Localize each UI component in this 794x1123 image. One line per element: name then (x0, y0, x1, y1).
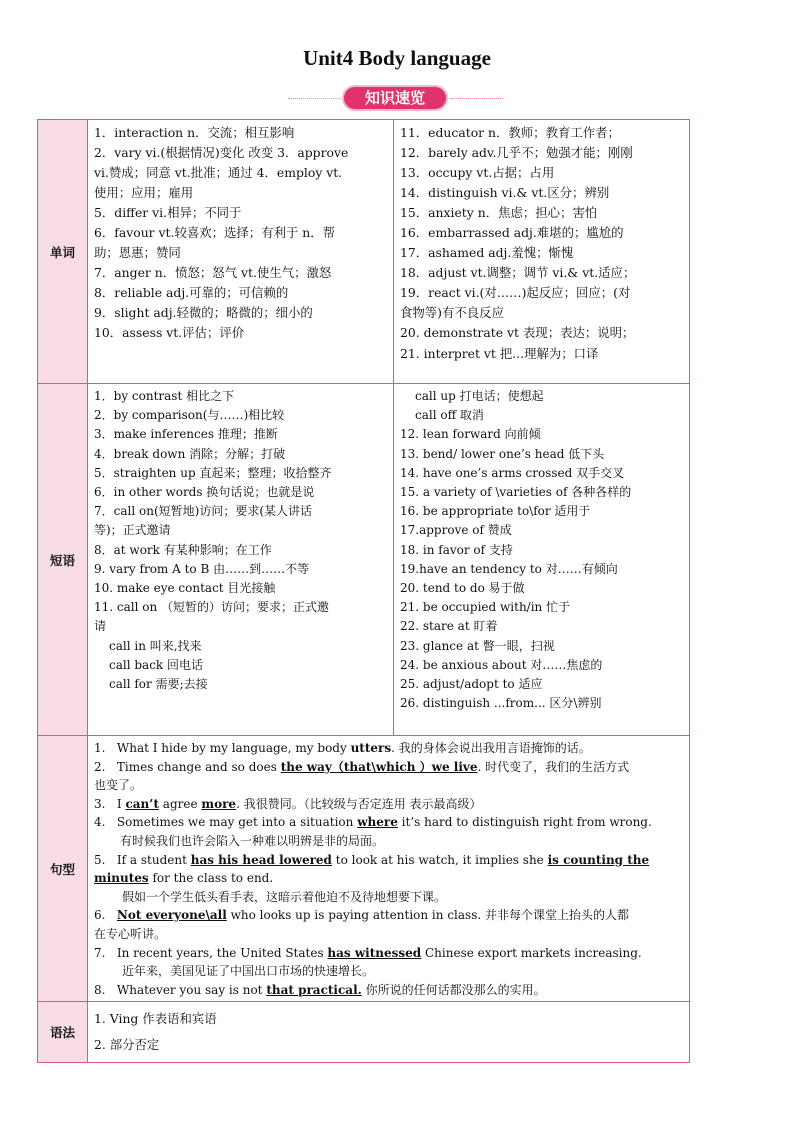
phrases-left-cell (88, 384, 394, 736)
phrase-item: 16. be appropriate to\for 适用于 (400, 504, 591, 519)
grammar-item: 2. 部分否定 (94, 1037, 160, 1053)
vocab-row (38, 120, 690, 384)
phrase-item: call back 回电话 (109, 657, 204, 672)
vocab-item: 21. interpret vt 把...理解为；口译 (400, 345, 599, 361)
key-phrase: has witnessed (327, 945, 422, 960)
vocab-heading: 单词 (38, 120, 88, 384)
vocab-item: 7．anger n．愤怒；怒气 vt.使生气；激怒 (94, 265, 332, 281)
vocab-item: 1．interaction n．交流；相互影响 (94, 125, 295, 140)
vocab-item: 14．distinguish vi.& vt.区分；辨别 (400, 185, 610, 201)
vocab-right-cell (394, 120, 690, 384)
banner-dotted-line-left (288, 98, 340, 99)
sentences-row (38, 736, 690, 1002)
section-banner (288, 84, 503, 114)
vocab-item: 19．react vi.(对……)起反应；回应；(对 (400, 285, 631, 301)
phrase-item: 11. call on （短暂的）访问；要求；正式邀 (94, 600, 330, 615)
phrase-item: 18. in favor of 支持 (400, 542, 513, 557)
phrase-item: 23. glance at 瞥一眼，扫视 (400, 638, 555, 653)
banner-label: 知识速览 (342, 85, 448, 111)
phrase-item: 等)；正式邀请 (94, 523, 171, 538)
vocab-item: 20. demonstrate vt 表现；表达；说明； (400, 325, 635, 341)
phrase-item: 13. bend/ lower one’s head 低下头 (400, 446, 605, 461)
phrase-item: 8．at work 有某种影响；在工作 (94, 542, 272, 557)
key-phrase: that practical. (266, 982, 362, 997)
phrase-item: 6．in other words 换句话说；也就是说 (94, 485, 315, 500)
phrases-row (38, 384, 690, 736)
vocab-item: 食物等)有不良反应 (400, 305, 504, 321)
sentences-cell (88, 736, 690, 1002)
phrases-right-cell (394, 384, 690, 736)
phrase-item: 17.approve of 赞成 (400, 523, 512, 538)
phrase-item: 25. adjust/adopt to 适应 (400, 677, 543, 692)
banner-dotted-line-right (451, 98, 503, 99)
vocab-item: 11．educator n．教师；教育工作者； (400, 125, 620, 140)
phrase-item: call for 需要;去接 (109, 677, 208, 692)
key-phrase: has his head lowered (190, 852, 332, 867)
key-phrase: Not everyone\all (116, 908, 227, 923)
phrase-item: 12. lean forward 向前倾 (400, 427, 541, 442)
vocab-item: 17．ashamed adj.羞愧；惭愧 (400, 245, 574, 261)
vocab-item: 9．slight adj.轻微的；略微的；细小的 (94, 305, 313, 321)
vocab-item: 2．vary vi.(根据情况)变化 改变 3．approve (94, 145, 349, 161)
phrase-item: 5．straighten up 直起来；整理；收拾整齐 (94, 465, 332, 480)
sentence-8: 8. Whatever you say is not that practical. 你所说的任何话都没那么的实用。 (94, 982, 546, 997)
phrase-item: 4．break down 消除；分解；打破 (94, 446, 286, 461)
phrase-item: 2．by comparison(与……)相比较 (94, 408, 285, 423)
vocab-item: 15．anxiety n．焦虑；担心；害怕 (400, 205, 598, 221)
vocab-item: 12．barely adv.几乎不；勉强才能；刚刚 (400, 145, 633, 161)
key-phrase: utters (350, 741, 392, 755)
vocab-left-cell (88, 120, 394, 384)
grammar-cell (88, 1002, 690, 1063)
sentence-1: 1. What I hide by my language, my body utters. 我的身体会说出我用言语掩饰的话。 (94, 741, 591, 755)
phrase-item: call up 打电话；使想起 (415, 389, 544, 403)
grammar-item: 1. Ving 作表语和宾语 (94, 1011, 217, 1027)
phrase-item: 1．by contrast 相比之下 (94, 389, 235, 403)
vocab-item: vi.赞成；同意 vt.批准；通过 4．employ vt. (94, 165, 343, 181)
sentence-7: 7. In recent years, the United States has witnessed Chinese export markets increasing. 近年来，美国见证了中国出口市场的快速增长。 (94, 945, 642, 979)
phrase-item: 请 (94, 619, 107, 634)
key-phrase: the way（that\which ）we live (280, 759, 478, 774)
phrase-item: call off 取消 (415, 408, 484, 423)
sentence-6: 6. Not everyone\all who looks up is paying attention in class. 并非每个课堂上抬头的人都 在专心听讲。 (94, 908, 629, 941)
phrase-item: 24. be anxious about 对……焦虑的 (400, 657, 603, 672)
sentence-5: 5. If a student has his head lowered to look at his watch, it implies she is counting the minutes for the class to end. 假如一个学生低头看手表，这暗示着他迫不及待地想要下课。 (94, 852, 650, 904)
sentence-2: 2. Times change and so does the way（that\which ）we live. 时代变了，我们的生活方式 也变了。 (94, 759, 630, 793)
overview-table (37, 119, 690, 1063)
vocab-item: 使用；应用；雇用 (94, 185, 194, 201)
vocab-item: 5．differ vi.相异；不同于 (94, 205, 242, 221)
vocab-item: 10．assess vt.评估；评价 (94, 325, 245, 341)
page-title: Unit4 Body language (303, 46, 491, 70)
vocab-item: 8．reliable adj.可靠的；可信赖的 (94, 285, 289, 301)
vocab-item: 6．favour vt.较喜欢；选择；有利于 n．帮 (94, 225, 336, 241)
phrase-item: 15. a variety of \varieties of 各种各样的 (400, 485, 632, 500)
phrase-item: 19.have an tendency to 对……有倾向 (400, 561, 618, 576)
grammar-row (38, 1002, 690, 1063)
phrase-item: 14. have one’s arms crossed 双手交叉 (400, 465, 625, 480)
phrase-item: 10. make eye contact 目光接触 (94, 581, 276, 596)
phrase-item: 26. distinguish ...from... 区分\辨别 (400, 696, 602, 711)
sentences-heading: 句型 (38, 736, 88, 1002)
sentence-4: 4. Sometimes we may get into a situation where it’s hard to distinguish right from wrong. 有时候我们也许会陷入一种难以明辨是非的局面。 (94, 815, 652, 848)
key-phrase: is counting the (547, 852, 650, 867)
phrase-item: 9. vary from A to B 由……到……不等 (94, 561, 310, 576)
phrase-item: 20. tend to do 易于做 (400, 581, 525, 596)
vocab-item: 13．occupy vt.占据；占用 (400, 165, 555, 181)
phrase-item: 22. stare at 盯着 (400, 619, 498, 634)
key-phrase: can’t (125, 796, 159, 811)
sentence-3: 3. I can’t agree more. 我很赞同。（比较级与否定连用 表示最高级） (94, 796, 482, 811)
phrases-heading: 短语 (38, 384, 88, 736)
phrase-item: call in 叫来,找来 (109, 638, 202, 653)
grammar-heading: 语法 (38, 1002, 88, 1063)
phrase-item: 3．make inferences 推理；推断 (94, 427, 278, 442)
vocab-item: 18．adjust vt.调整；调节 vi.& vt.适应； (400, 265, 636, 281)
phrase-item: 7．call on(短暂地)访问；要求(某人讲话 (94, 504, 312, 519)
vocab-item: 助；恩惠；赞同 (94, 245, 181, 261)
key-phrase: more (201, 796, 237, 811)
vocab-item: 16．embarrassed adj.难堪的；尴尬的 (400, 225, 624, 241)
key-phrase: where (357, 815, 398, 830)
phrase-item: 21. be occupied with/in 忙于 (400, 600, 571, 615)
key-phrase: minutes (94, 871, 149, 886)
